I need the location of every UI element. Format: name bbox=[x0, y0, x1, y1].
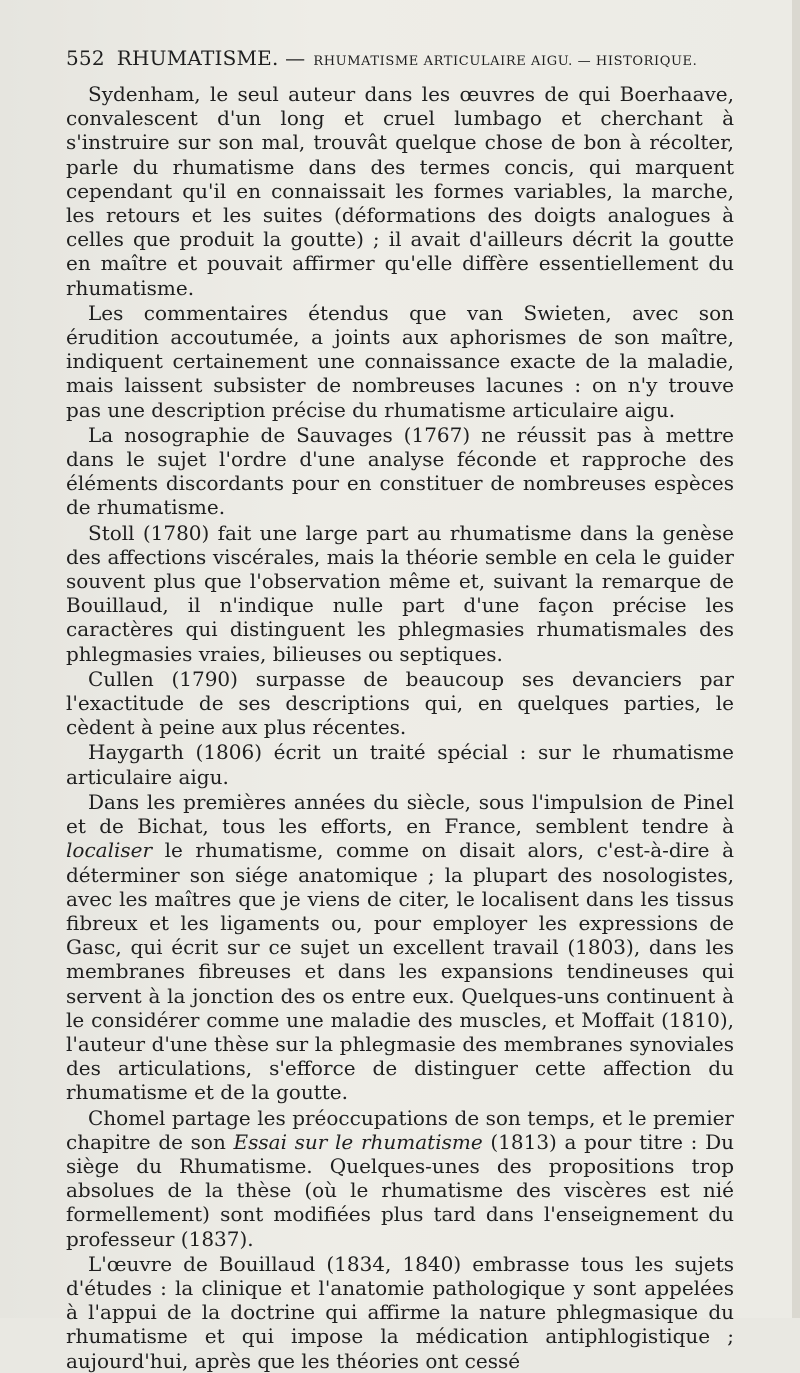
paragraph-sydenham: Sydenham, le seul auteur dans les œuvres de qui Boerhaave, convalescent d'un long et cruel lumbago et cherchant à s'instruire sur son mal, trouvât quelque chose de bon à récolter, parle du rhumatisme dans des termes concis, qui marquent cependant qu'il en connaissait les formes variables, la marche, les retours et les suites (déformations des doigts analogues à celles que produit la goutte) ; il avait d'ailleurs décrit la goutte en maître et pouvait affirmer qu'elle diffère essentiellement du rhumatisme. bbox=[66, 82, 734, 300]
body-text bbox=[66, 82, 734, 1373]
page-edge-shadow bbox=[792, 0, 800, 1318]
paragraph-chomel bbox=[66, 1106, 734, 1251]
paragraph-cullen: Cullen (1790) surpasse de beaucoup ses devanciers par l'exactitude de ses descriptions qui, en quelques parties, le cèdent à peine aux plus récentes. bbox=[66, 666, 734, 740]
running-title: RHUMATISME. — bbox=[116, 46, 306, 70]
paragraph-haygarth: Haygarth (1806) écrit un traité spécial : sur le rhumatisme articulaire aigu. bbox=[66, 740, 734, 789]
paragraph-chomel-end: (1813) a pour titre : Du siège du Rhumatisme. Quelques-unes des propositions trop absolues de la thèse (où le rhumatisme des viscères est nié formellement) sont modifiées plus tard dans l'enseignement du professeur (1837). bbox=[66, 1129, 734, 1251]
paragraph-pinel-bichat-start: Dans les premières années du siècle, sous l'impulsion de Pinel et de Bichat, tous les efforts, en France, semblent tendre à bbox=[66, 789, 734, 839]
page-number: 552 bbox=[66, 46, 105, 70]
paragraph-pinel-bichat bbox=[66, 790, 734, 1105]
paragraph-bouillaud: L'œuvre de Bouillaud (1834, 1840) embrasse tous les sujets d'études : la clinique et l'anatomie pathologique y sont appelées à l'appui de la doctrine qui affirme la nature phlegmasique du rhumatisme et qui impose la médication antiphlogistique ; aujourd'hui, après que les théories ont cessé bbox=[66, 1251, 734, 1373]
paragraph-stoll: Stoll (1780) fait une large part au rhumatisme dans la genèse des affections viscérales, mais la théorie semble en cela le guider souvent plus que l'observation même et, suivant la remarque de Bouillaud, il n'indique nulle part d'une façon précise les caractères qui distinguent les phlegmasies rhumatismales des phlegmasies vraies, bilieuses ou septiques. bbox=[66, 520, 734, 666]
running-header bbox=[66, 46, 746, 76]
running-subtitle: RHUMATISME ARTICULAIRE AIGU. — HISTORIQUE. bbox=[313, 54, 698, 69]
book-title-essai: Essai sur le rhumatisme bbox=[233, 1129, 483, 1154]
paragraph-sauvages: La nosographie de Sauvages (1767) ne réussit pas à mettre dans le sujet l'ordre d'une analyse féconde et rapproche des éléments discordants pour en constituer de nombreuses espèces de rhumatisme. bbox=[66, 422, 734, 520]
paragraph-van-swieten: Les commentaires étendus que van Swieten, avec son érudition accoutumée, a joints aux aphorismes de son maître, indiquent certainement une connaissance exacte de la maladie, mais laissent subsister de nombreuses lacunes : on n'y trouve pas une description précise du rhumatisme articulaire aigu. bbox=[66, 300, 734, 422]
emphasis-localiser: localiser bbox=[66, 838, 153, 863]
paragraph-chomel-start: Chomel partage les préoccupations de son temps, et le premier chapitre de son bbox=[66, 1105, 734, 1154]
paragraph-pinel-bichat-end: le rhumatisme, comme on disait alors, c'est-à-dire à déterminer son siége anatomique ; la plupart des nosologistes, avec les maîtres que je viens de citer, le localisent dans les tissus fibreux et les ligaments ou, pour employer les expressions de Gasc, qui écrit sur ce sujet un excellent travail (1803), dans les membranes fibreuses et dans les expansions tendineuses qui servent à la jonction des os entre eux. Quelques-uns continuent à le considérer comme une maladie des muscles, et Moffait (1810), l'auteur d'une thèse sur la phlegmasie des membranes synoviales des articulations, s'efforce de distinguer cette affection du rhumatisme et de la goutte. bbox=[66, 838, 734, 1105]
